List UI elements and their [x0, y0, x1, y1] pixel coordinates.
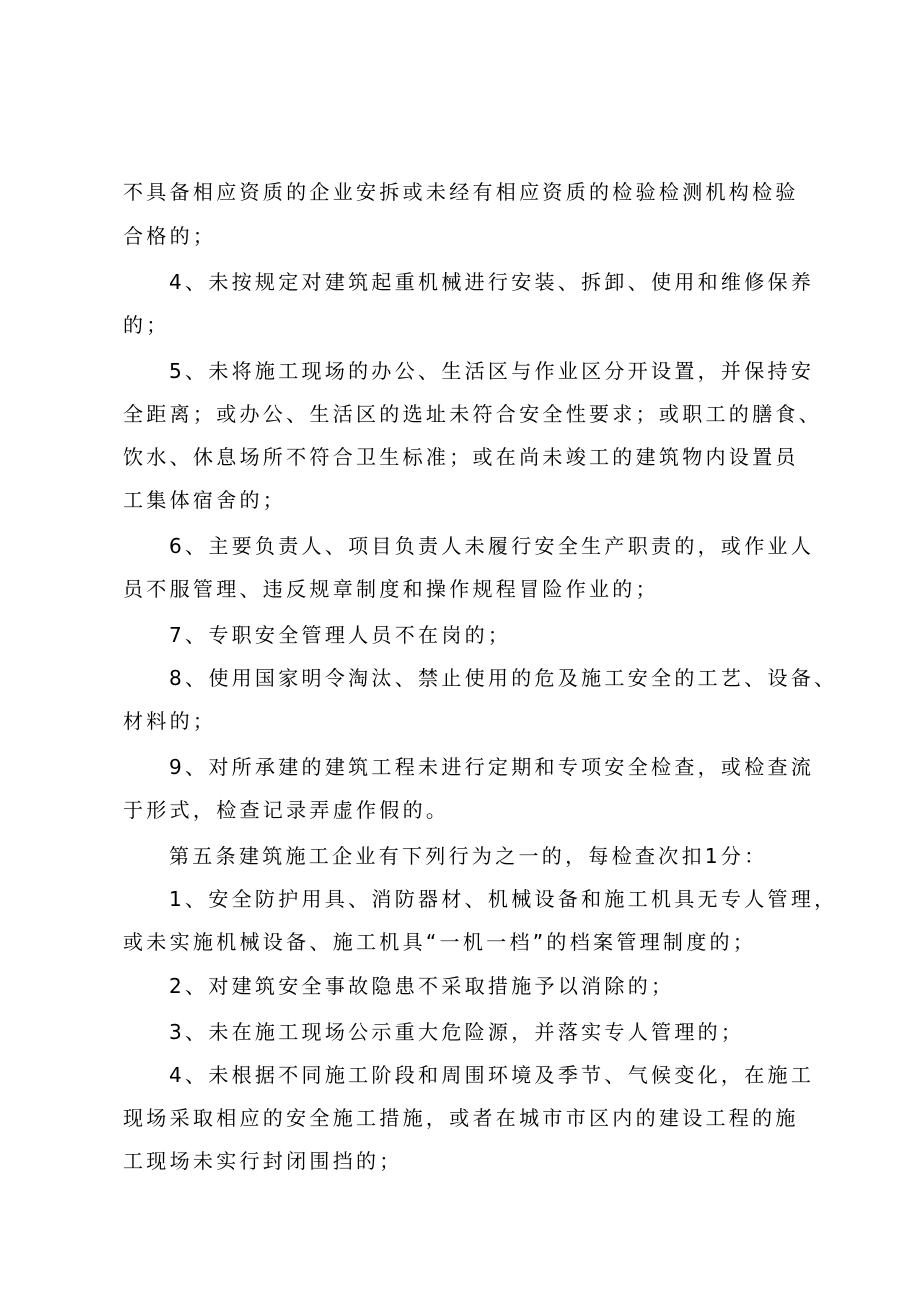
text-line — [0, 437, 920, 477]
text-line — [0, 615, 920, 655]
line-text: 8、使用国家明令淘汰、禁止使用的危及施工安全的工艺、设备、 — [169, 666, 838, 690]
text-line — [0, 1055, 920, 1095]
line-text: 3、未在施工现场公示重大危险源，并落实专人管理的； — [169, 1020, 745, 1044]
line-text: 的； — [123, 313, 170, 337]
line-text: 4、未根据不同施工阶段和周围环境及季节、气候变化，在施工 — [169, 1063, 815, 1087]
section-heading — [0, 836, 920, 876]
text-line — [0, 305, 920, 345]
line-text: 工集体宿舍的； — [123, 488, 287, 512]
line-text: 员不服管理、违反规章制度和操作规程冒险作业的； — [123, 577, 659, 601]
text-line — [0, 394, 920, 434]
text-line — [0, 526, 920, 566]
line-text: 合格的； — [123, 224, 217, 248]
text-line — [0, 701, 920, 741]
line-text: 现场采取相应的安全施工措施，或者在城市市区内的建设工程的施 — [123, 1106, 799, 1130]
text-line — [0, 658, 920, 698]
text-line — [0, 966, 920, 1006]
text-line — [0, 879, 920, 919]
text-line — [0, 569, 920, 609]
line-text: 或未实施机械设备、施工机具“一机一档”的档案管理制度的； — [123, 930, 757, 954]
line-text: 4、未按规定对建筑起重机械进行安装、拆卸、使用和维修保养 — [169, 270, 815, 294]
text-line — [0, 480, 920, 520]
line-text: 7、专职安全管理人员不在岗的； — [169, 623, 512, 647]
text-line — [0, 351, 920, 391]
line-text: 1、安全防护用具、消防器材、机械设备和施工机具无专人管理， — [169, 887, 838, 911]
line-text: 于形式，检查记录弄虚作假的。 — [123, 798, 450, 822]
text-line — [0, 1098, 920, 1138]
line-text: 不具备相应资质的企业安拆或未经有相应资质的检验检测机构检验 — [123, 180, 799, 204]
line-text: 6、主要负责人、项目负责人未履行安全生产职责的，或作业人 — [169, 534, 815, 558]
line-text: 材料的； — [123, 709, 217, 733]
line-text: 工现场未实行封闭围挡的； — [123, 1149, 403, 1173]
line-text: 5、未将施工现场的办公、生活区与作业区分开设置，并保持安 — [169, 359, 815, 383]
text-line — [0, 1012, 920, 1052]
text-line — [0, 790, 920, 830]
text-line — [0, 262, 920, 302]
text-line — [0, 922, 920, 962]
line-text: 第五条建筑施工企业有下列行为之一的，每检查次扣1分： — [169, 844, 768, 868]
text-line — [0, 216, 920, 256]
line-text: 饮水、休息场所不符合卫生标准；或在尚未竣工的建筑物内设置员 — [123, 445, 799, 469]
line-text: 全距离；或办公、生活区的选址未符合安全性要求；或职工的膳食、 — [123, 402, 822, 426]
line-text: 9、对所承建的建筑工程未进行定期和专项安全检查，或检查流 — [169, 755, 815, 779]
text-line — [0, 172, 920, 212]
text-line — [0, 1141, 920, 1181]
text-line — [0, 747, 920, 787]
line-text: 2、对建筑安全事故隐患不采取措施予以消除的； — [169, 974, 675, 998]
